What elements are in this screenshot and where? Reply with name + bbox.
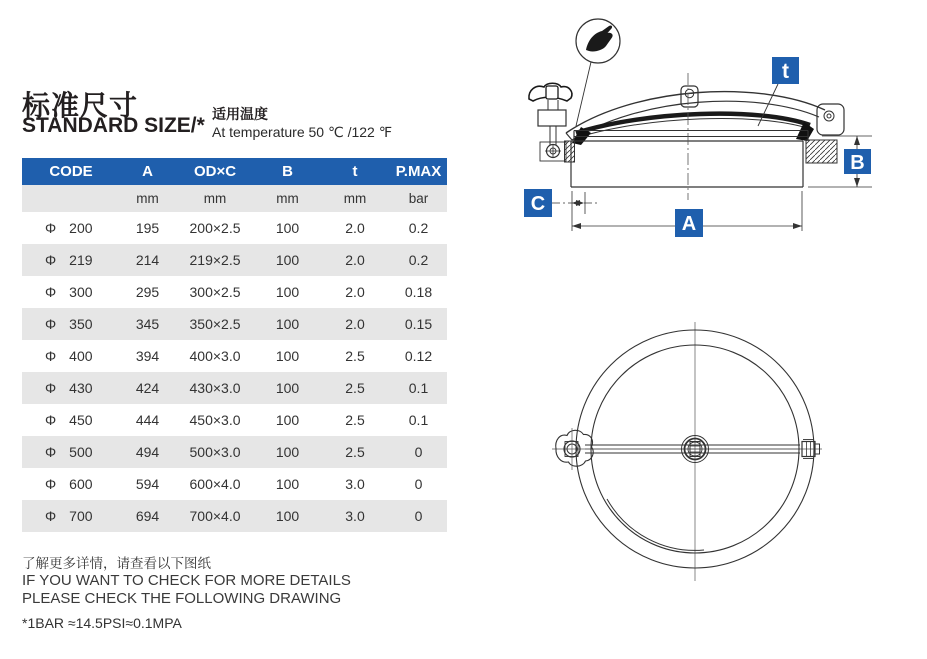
col-header-odc: OD×C (193, 163, 237, 180)
odc-value: 200×2.5 (189, 220, 241, 236)
pmax-value: 0 (414, 444, 423, 460)
a-value: 195 (135, 220, 160, 236)
pmax-value: 0.2 (408, 220, 429, 236)
t-value: 3.0 (345, 508, 365, 524)
code-value: 400 (69, 348, 93, 364)
b-value: 100 (275, 508, 300, 524)
label-b: B (850, 152, 865, 174)
note-more-details-zh: 了解更多详情，请查看以下图纸 (22, 556, 211, 571)
code-value: 430 (69, 380, 93, 396)
unit-t: mm (343, 191, 367, 206)
a-value: 394 (135, 348, 160, 364)
phi-symbol: Φ (45, 316, 57, 332)
pmax-value: 0.1 (408, 380, 429, 396)
code-value: 500 (69, 444, 93, 460)
centerlines (552, 322, 822, 581)
b-value: 100 (275, 476, 300, 492)
code-value: 600 (69, 476, 93, 492)
code-value: 700 (69, 508, 93, 524)
unit-a: mm (136, 191, 159, 206)
temperature-note-zh: 适用温度 (212, 106, 268, 122)
phi-symbol: Φ (45, 348, 57, 364)
pmax-value: 0.12 (404, 348, 433, 364)
size-table (22, 158, 447, 532)
col-header-pmax: P.MAX (395, 163, 442, 180)
col-header-code: CODE (49, 163, 93, 180)
temperature-note (212, 106, 392, 141)
odc-value: 600×4.0 (189, 476, 241, 492)
manway-side-view-drawing (470, 0, 927, 250)
phi-symbol: Φ (45, 508, 57, 524)
pmax-value: 0 (414, 476, 423, 492)
unit-b: mm (276, 191, 299, 206)
t-value: 2.5 (345, 380, 365, 396)
table-units-row (22, 185, 447, 212)
table-row (22, 500, 447, 532)
code-value: 350 (69, 316, 93, 332)
b-value: 100 (275, 284, 300, 300)
label-t: t (782, 60, 789, 83)
note-more-details-en (22, 572, 351, 609)
odc-value: 400×3.0 (189, 348, 241, 364)
a-value: 494 (135, 444, 160, 460)
b-value: 100 (275, 444, 300, 460)
note-en-line1: IF YOU WANT TO CHECK FOR MORE DETAILS (22, 572, 351, 589)
a-value: 295 (135, 284, 160, 300)
code-value: 219 (69, 252, 93, 268)
unit-odc: mm (203, 191, 227, 206)
a-value: 424 (135, 380, 160, 396)
table-row (22, 468, 447, 500)
pmax-value: 0.15 (404, 316, 433, 332)
a-value: 694 (135, 508, 160, 524)
table-row (22, 244, 447, 276)
pmax-value: 0.1 (408, 412, 429, 428)
code-value: 300 (69, 284, 93, 300)
table-header-row (22, 158, 447, 185)
t-value: 2.0 (345, 252, 365, 268)
t-value: 2.5 (345, 444, 365, 460)
pmax-value: 0.2 (408, 252, 429, 268)
b-value: 100 (275, 348, 300, 364)
table-body (22, 212, 447, 532)
page-title-en: STANDARD SIZE/* (22, 114, 205, 137)
code-value: 200 (69, 220, 93, 236)
table-row (22, 372, 447, 404)
ferrule-body (571, 131, 808, 188)
odc-value: 430×3.0 (189, 380, 241, 396)
t-value: 2.0 (345, 220, 365, 236)
page-title-zh: 标准尺寸 (22, 90, 139, 121)
col-header-t: t (352, 163, 358, 180)
table-row (22, 212, 447, 244)
phi-symbol: Φ (45, 476, 57, 492)
b-value: 100 (275, 220, 300, 236)
phi-symbol: Φ (45, 444, 57, 460)
t-value: 2.0 (345, 316, 365, 332)
odc-value: 700×4.0 (189, 508, 241, 524)
table-row (22, 436, 447, 468)
phi-symbol: Φ (45, 284, 57, 300)
unit-pmax: bar (408, 191, 429, 206)
a-value: 444 (135, 412, 160, 428)
table-row (22, 404, 447, 436)
odc-value: 500×3.0 (189, 444, 241, 460)
t-value: 3.0 (345, 476, 365, 492)
phi-symbol: Φ (45, 252, 57, 268)
b-value: 100 (275, 252, 300, 268)
hatched-sections (565, 140, 838, 163)
odc-value: 300×2.5 (189, 284, 241, 300)
a-value: 345 (135, 316, 160, 332)
table-row (22, 340, 447, 372)
odc-value: 219×2.5 (189, 252, 241, 268)
note-bar-conversion: *1BAR ≈14.5PSI≈0.1MPA (22, 615, 182, 631)
dimension-c (552, 192, 598, 214)
dished-lid (572, 114, 814, 145)
t-value: 2.5 (345, 412, 365, 428)
pmax-value: 0.18 (404, 284, 433, 300)
manway-top-view-drawing (500, 300, 880, 600)
t-value: 2.0 (345, 284, 365, 300)
code-value: 450 (69, 412, 93, 428)
table-row (22, 276, 447, 308)
a-value: 594 (135, 476, 160, 492)
b-value: 100 (275, 412, 300, 428)
odc-value: 450×3.0 (189, 412, 241, 428)
b-value: 100 (275, 316, 300, 332)
phi-symbol: Φ (45, 412, 57, 428)
t-value: 2.5 (345, 348, 365, 364)
odc-value: 350×2.5 (189, 316, 241, 332)
b-value: 100 (275, 380, 300, 396)
a-value: 214 (135, 252, 160, 268)
table-row (22, 308, 447, 340)
label-a: A (681, 213, 697, 235)
label-c: C (530, 193, 546, 215)
phi-symbol: Φ (45, 380, 57, 396)
pmax-value: 0 (414, 508, 423, 524)
temperature-note-en: At temperature 50 ℃ /122 ℉ (212, 123, 393, 140)
col-header-a: A (142, 163, 153, 180)
phi-symbol: Φ (45, 220, 57, 236)
note-en-line2: PLEASE CHECK THE FOLLOWING DRAWING (22, 590, 342, 608)
col-header-b: B (282, 163, 293, 180)
